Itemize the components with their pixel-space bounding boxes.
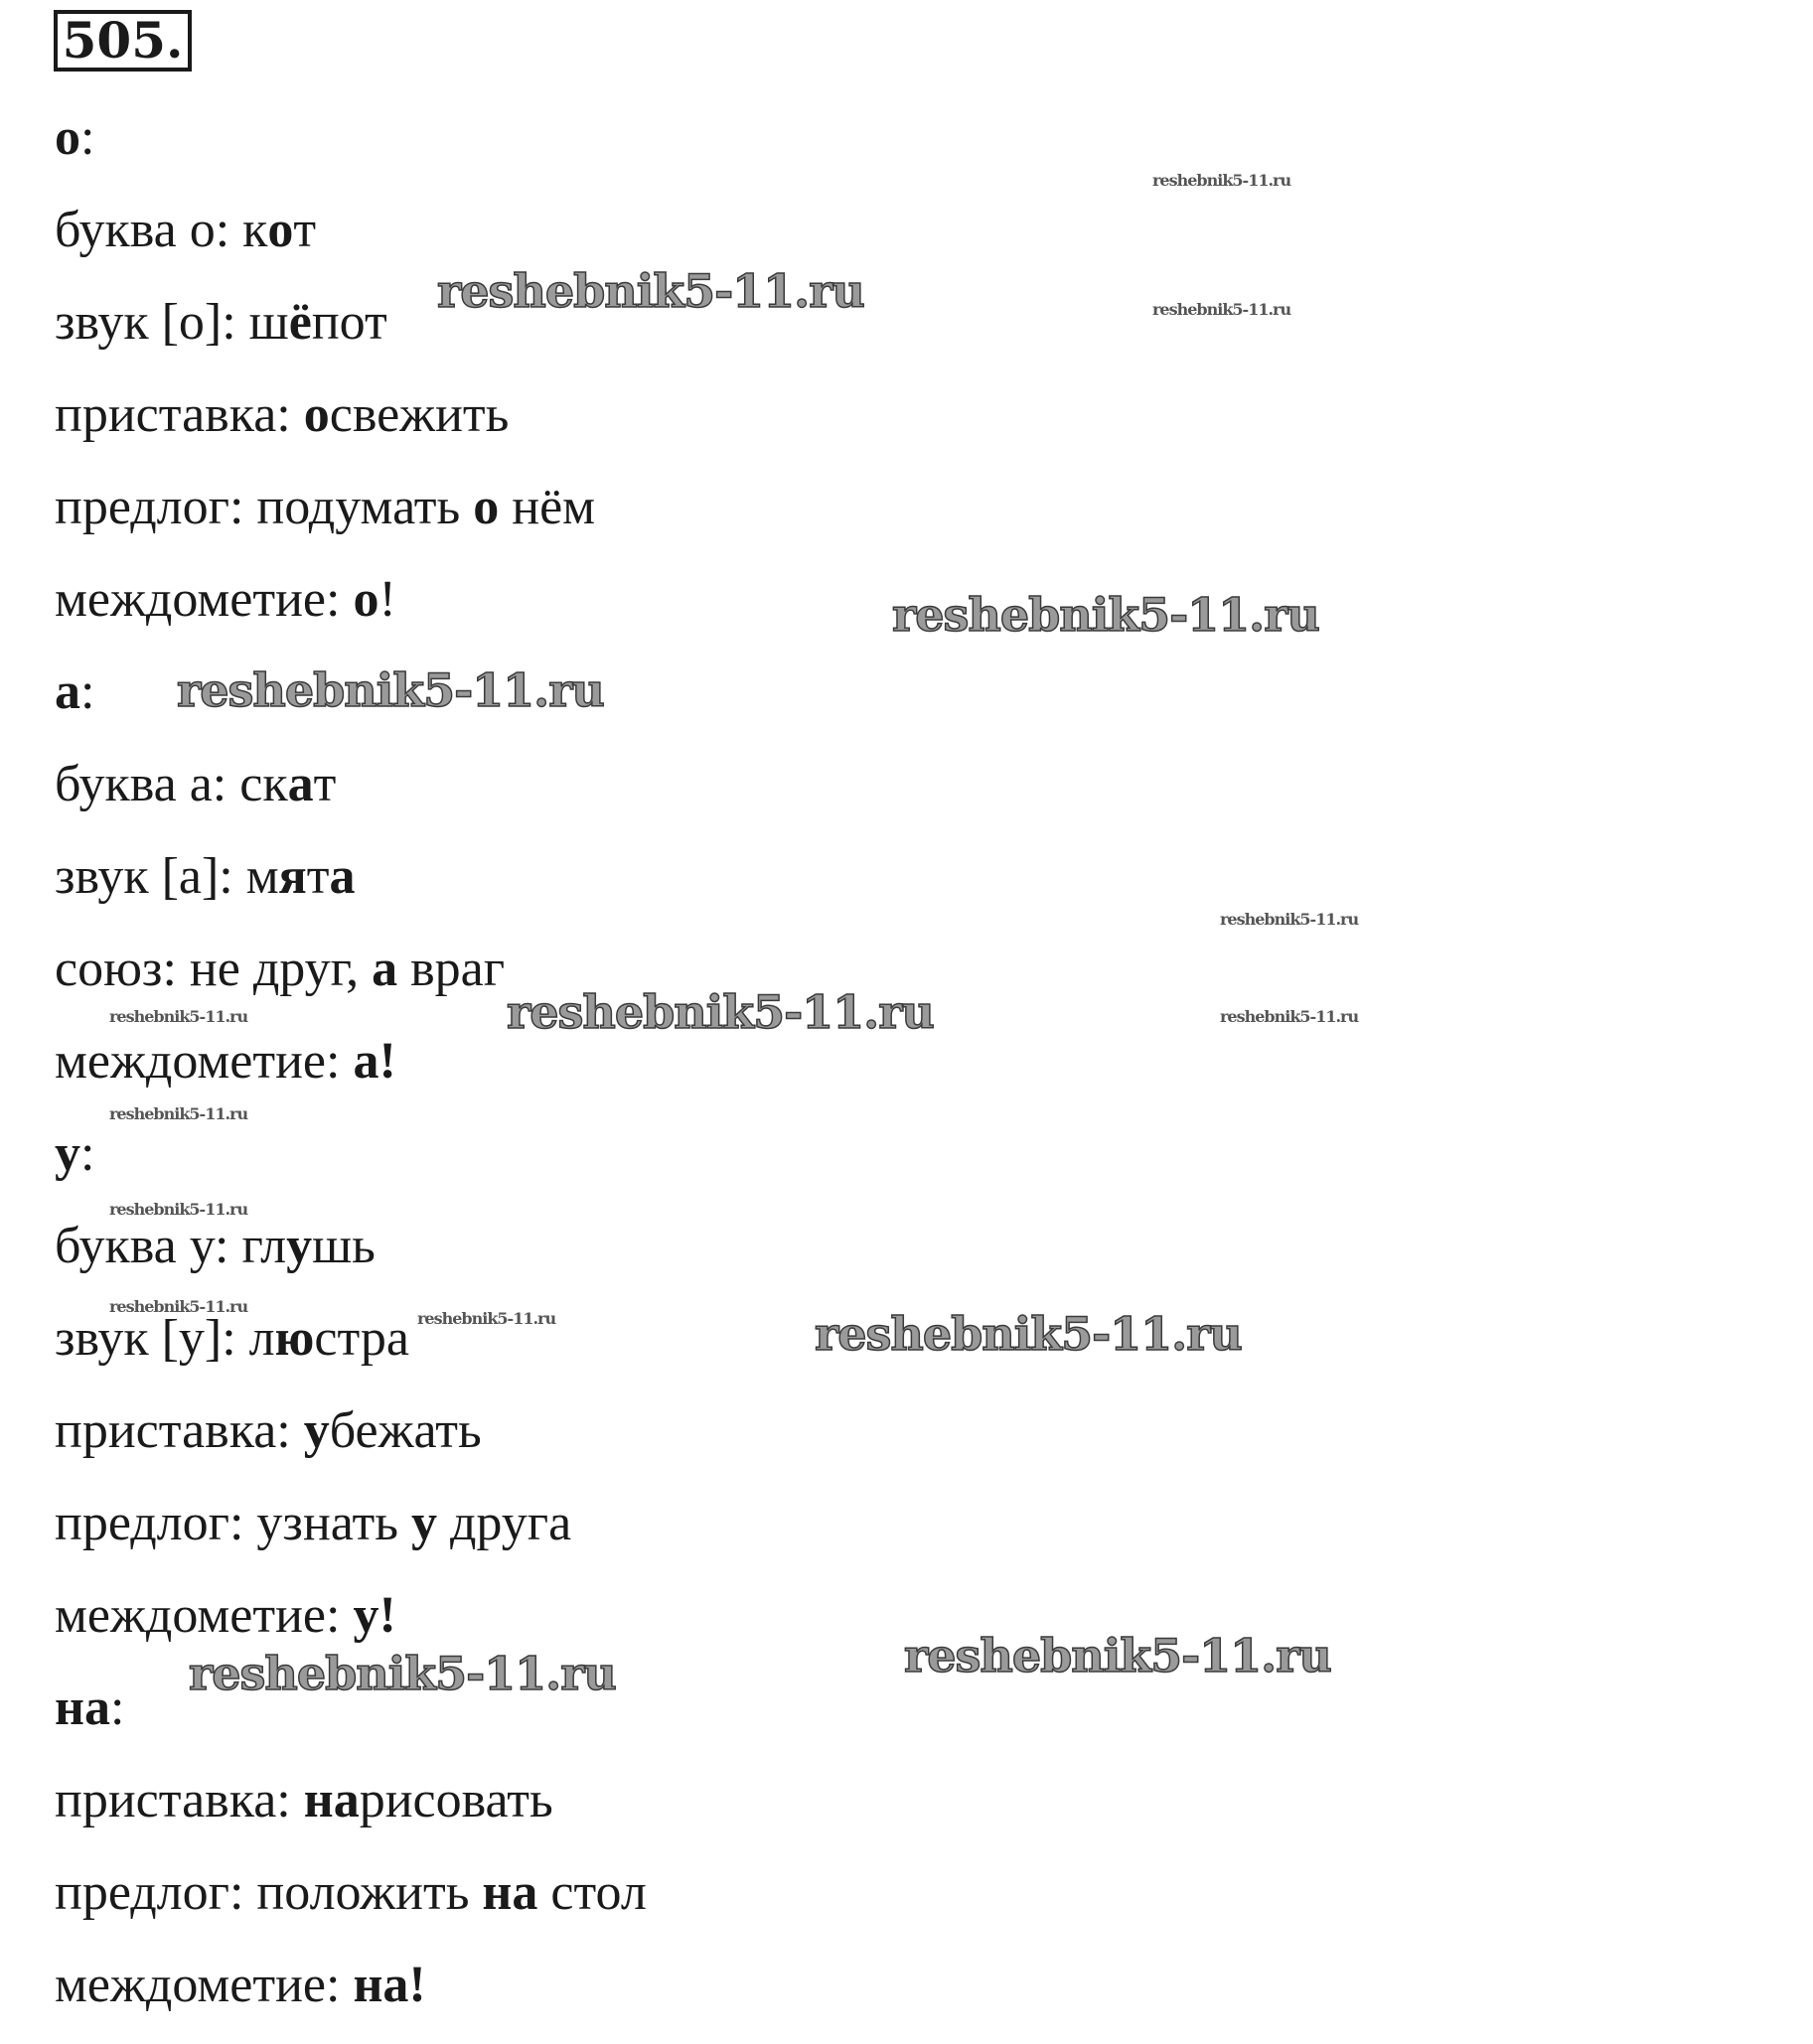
watermark: reshebnik5-11.ru: [904, 1629, 1331, 1682]
section-heading: у:: [55, 1125, 95, 1182]
list-item: буква о: кот: [55, 202, 317, 258]
list-item: союз: не друг, а враг: [55, 941, 506, 997]
list-item: буква а: скат: [55, 756, 337, 812]
section-heading: а:: [55, 663, 95, 720]
list-item: звук [у]: люстра: [55, 1310, 409, 1367]
watermark: reshebnik5-11.ru: [437, 264, 864, 318]
watermark: reshebnik5-11.ru: [109, 1007, 248, 1026]
list-item: приставка: убежать: [55, 1402, 482, 1459]
list-item: междометие: о!: [55, 571, 396, 628]
list-item: звук [о]: шёпот: [55, 294, 387, 351]
watermark: reshebnik5-11.ru: [1220, 910, 1359, 929]
watermark: reshebnik5-11.ru: [109, 1200, 248, 1219]
section-heading: на:: [55, 1679, 125, 1736]
watermark: reshebnik5-11.ru: [1220, 1007, 1359, 1026]
list-item: предлог: положить на стол: [55, 1864, 647, 1921]
watermark: reshebnik5-11.ru: [417, 1309, 556, 1328]
list-item: предлог: узнать у друга: [55, 1495, 572, 1551]
list-item: приставка: освежить: [55, 386, 510, 443]
watermark: reshebnik5-11.ru: [892, 588, 1319, 642]
watermark: reshebnik5-11.ru: [109, 1104, 248, 1123]
list-item: междометие: а!: [55, 1033, 396, 1090]
watermark: reshebnik5-11.ru: [815, 1307, 1242, 1361]
list-item: звук [а]: мята: [55, 848, 356, 905]
list-item: буква у: глушь: [55, 1218, 376, 1274]
exercise-number: 505.: [54, 10, 192, 72]
list-item: междометие: на!: [55, 1957, 426, 2013]
watermark: reshebnik5-11.ru: [1152, 171, 1291, 190]
list-item: междометие: у!: [55, 1587, 396, 1644]
watermark: reshebnik5-11.ru: [507, 985, 934, 1039]
list-item: приставка: нарисовать: [55, 1772, 553, 1828]
watermark: reshebnik5-11.ru: [1152, 300, 1291, 319]
watermark: reshebnik5-11.ru: [109, 1297, 248, 1316]
watermark: reshebnik5-11.ru: [177, 663, 604, 717]
watermark: reshebnik5-11.ru: [189, 1647, 616, 1700]
answer-content: [55, 101, 1445, 2041]
list-item: предлог: подумать о нём: [55, 479, 596, 535]
section-heading: о:: [55, 109, 95, 166]
